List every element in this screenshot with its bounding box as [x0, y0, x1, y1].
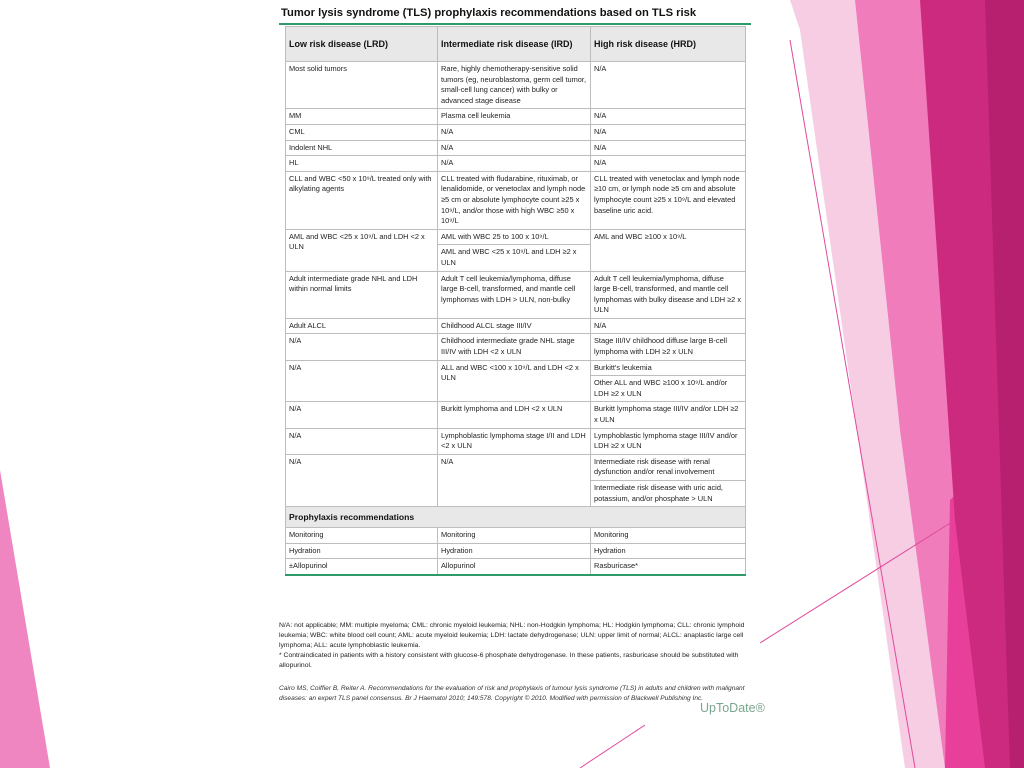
- header-ird: Intermediate risk disease (IRD): [438, 27, 591, 62]
- cell: Hydration: [438, 543, 591, 559]
- cell-ird: Childhood ALCL stage III/IV: [438, 318, 591, 334]
- cell-hrd: [591, 454, 746, 506]
- cell-lrd: N/A: [286, 428, 438, 454]
- cell-ird: Adult T cell leukemia/lymphoma, diffuse large B-cell, transformed, and mantle cell lymphomas with LDH > ULN, non-bulky: [438, 271, 591, 318]
- cell-hrd: Lymphoblastic lymphoma stage III/IV and/or LDH ≥2 x ULN: [591, 428, 746, 454]
- cell-hrd: AML and WBC ≥100 x 10⁹/L: [591, 229, 746, 271]
- cell-ird: N/A: [438, 140, 591, 156]
- table-row: [286, 402, 746, 428]
- cell-ird: CLL treated with fludarabine, rituximab, or lenalidomide, or venetoclax and lymph node ≥5 cm or absolute lymphocyte count ≥25 x 10⁹/L, and/or those with high WBC ≥50 x 10⁹/L: [438, 171, 591, 229]
- cell-subentry: Other ALL and WBC ≥100 x 10⁹/L and/or LDH ≥2 x ULN: [591, 375, 745, 401]
- cell-hrd: N/A: [591, 318, 746, 334]
- cell-lrd: N/A: [286, 402, 438, 428]
- footnotes: [279, 621, 749, 671]
- cell: Rasburicase*: [591, 559, 746, 575]
- cell-ird: Burkitt lymphoma and LDH <2 x ULN: [438, 402, 591, 428]
- cell: Allopurinol: [438, 559, 591, 575]
- cell-ird: N/A: [438, 156, 591, 172]
- cell-lrd: N/A: [286, 334, 438, 360]
- prophylaxis-heading: Prophylaxis recommendations: [286, 507, 746, 528]
- header-lrd: Low risk disease (LRD): [286, 27, 438, 62]
- cell-subentry: Burkitt's leukemia: [594, 362, 652, 372]
- table-header-row: [286, 27, 746, 62]
- cell: Monitoring: [286, 528, 438, 544]
- table-row: [286, 360, 746, 402]
- cell-subentry: AML and WBC <25 x 10⁹/L and LDH ≥2 x ULN: [438, 244, 590, 270]
- cell-lrd: Most solid tumors: [286, 62, 438, 109]
- cell-lrd: HL: [286, 156, 438, 172]
- cell-ird: ALL and WBC <100 x 10⁹/L and LDH <2 x ULN: [438, 360, 591, 402]
- risk-table-body: [286, 62, 746, 507]
- cell-lrd: Adult ALCL: [286, 318, 438, 334]
- cell-ird: Childhood intermediate grade NHL stage III/IV with LDH <2 x ULN: [438, 334, 591, 360]
- table-row: [286, 156, 746, 172]
- asterisk-note: * Contraindicated in patients with a history consistent with glucose-6 phosphate dehydrogenase. In these patients, rasburicase should be substituted with allopurinol.: [279, 652, 739, 669]
- cell-ird: Lymphoblastic lymphoma stage I/II and LDH <2 x ULN: [438, 428, 591, 454]
- cell: Monitoring: [438, 528, 591, 544]
- cell-ird: Rare, highly chemotherapy-sensitive solid tumors (eg, neuroblastoma, germ cell tumor, small-cell lung cancer) with bulky or advanced stage disease: [438, 62, 591, 109]
- table-row: [286, 140, 746, 156]
- table-row: [286, 528, 746, 544]
- cell-lrd: Indolent NHL: [286, 140, 438, 156]
- cell-subentry: AML with WBC 25 to 100 x 10⁹/L: [441, 231, 549, 241]
- table-row: [286, 229, 746, 271]
- cell-hrd: N/A: [591, 62, 746, 109]
- table-row: [286, 271, 746, 318]
- cell: Hydration: [591, 543, 746, 559]
- prophylaxis-section: [286, 507, 746, 575]
- cell-hrd: Adult T cell leukemia/lymphoma, diffuse large B-cell, transformed, and mantle cell lymphomas with bulky disease and LDH ≥2 x ULN: [591, 271, 746, 318]
- cell-hrd: CLL treated with venetoclax and lymph node ≥10 cm, or lymph node ≥5 cm and absolute lymphocyte count ≥25 x 10⁹/L and elevated baseline uric acid.: [591, 171, 746, 229]
- table-row: [286, 543, 746, 559]
- table-row: [286, 559, 746, 575]
- cell-lrd: N/A: [286, 454, 438, 506]
- abbreviations-note: N/A: not applicable; MM: multiple myeloma; CML: chronic myeloid leukemia; NHL: non-Hodgkin lymphoma; HL: Hodgkin lymphoma; CLL: chronic lymphoid leukemia; WBC: white blood cell count; AML: acute myeloid leukemia; LDH: lactate dehydrogenase; ULN: upper limit of normal; ALCL: anaplastic large cell lymphoma; ALL: acute lymphoblastic leukemia.: [279, 622, 745, 649]
- document-title: Tumor lysis syndrome (TLS) prophylaxis recommendations based on TLS risk: [281, 7, 697, 19]
- cell-lrd: CML: [286, 124, 438, 140]
- prophylaxis-heading-row: [286, 507, 746, 528]
- table-row: [286, 334, 746, 360]
- cell: Monitoring: [591, 528, 746, 544]
- title-rule: [279, 23, 751, 25]
- cell-subentry: Intermediate risk disease with renal dysfunction and/or renal involvement: [594, 456, 715, 477]
- table-row: [286, 171, 746, 229]
- cell-lrd: Adult intermediate grade NHL and LDH within normal limits: [286, 271, 438, 318]
- cell: ±Allopurinol: [286, 559, 438, 575]
- table-row: [286, 109, 746, 125]
- cell-hrd: N/A: [591, 109, 746, 125]
- table-row: [286, 318, 746, 334]
- cell-hrd: N/A: [591, 124, 746, 140]
- cell-ird: [438, 229, 591, 271]
- cell-hrd: N/A: [591, 140, 746, 156]
- citation: Cairo MS, Coiffier B, Reiter A. Recommendations for the evaluation of risk and prophylaxis of tumour lysis syndrome (TLS) in adults and children with malignant diseases: an expert TLS panel consensus. Br J Haematol 2010; 149:578. Copyright © 2010. Modified with permission of Blackwell Publishing Inc.: [279, 685, 745, 702]
- cell-lrd: CLL and WBC <50 x 10⁹/L treated only with alkylating agents: [286, 171, 438, 229]
- table-row: [286, 428, 746, 454]
- cell-ird: Plasma cell leukemia: [438, 109, 591, 125]
- table-row: [286, 124, 746, 140]
- cell-lrd: N/A: [286, 360, 438, 402]
- cell-hrd: Stage III/IV childhood diffuse large B-cell lymphoma with LDH ≥2 x ULN: [591, 334, 746, 360]
- header-hrd: High risk disease (HRD): [591, 27, 746, 62]
- cell-hrd: [591, 360, 746, 402]
- cell-lrd: MM: [286, 109, 438, 125]
- table-row: [286, 62, 746, 109]
- document-image: [279, 0, 765, 768]
- cell-lrd: AML and WBC <25 x 10⁹/L and LDH <2 x ULN: [286, 229, 438, 271]
- cell-ird: N/A: [438, 124, 591, 140]
- cell: Hydration: [286, 543, 438, 559]
- tls-risk-table: [285, 26, 746, 576]
- cell-hrd: Burkitt lymphoma stage III/IV and/or LDH ≥2 x ULN: [591, 402, 746, 428]
- cell-ird: N/A: [438, 454, 591, 506]
- cell-subentry: Intermediate risk disease with uric acid, potassium, and/or phosphate > ULN: [591, 480, 745, 506]
- table-row: [286, 454, 746, 506]
- cell-hrd: N/A: [591, 156, 746, 172]
- left-pink-wedge: [0, 470, 50, 768]
- uptodate-logo: UpToDate®: [700, 701, 765, 715]
